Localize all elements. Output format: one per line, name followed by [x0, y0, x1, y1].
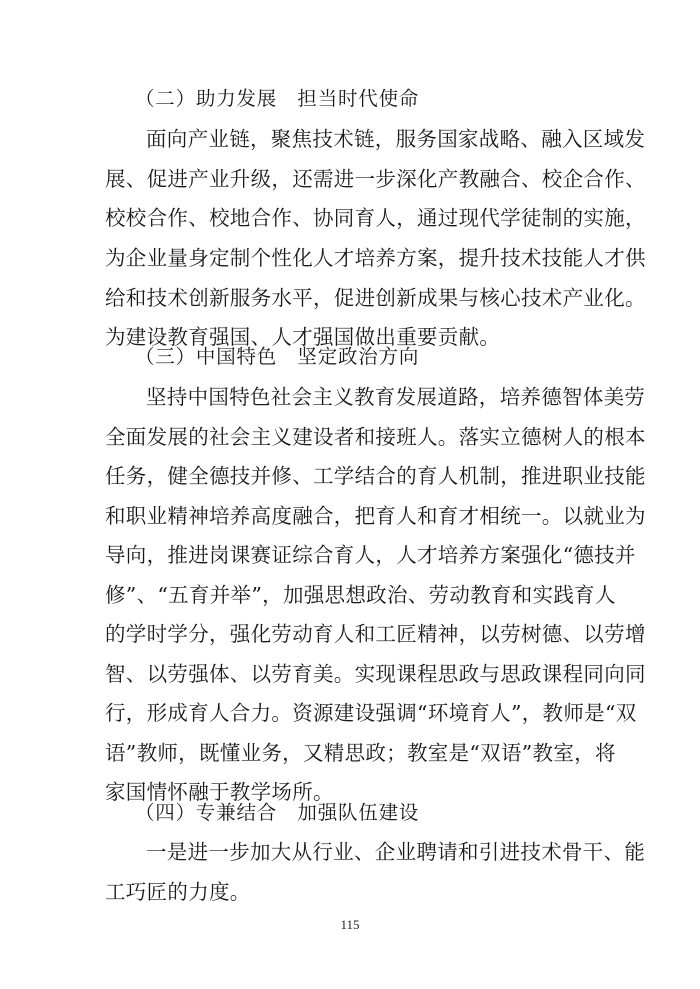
paragraph-line: 和职业精神培养高度融合，把育人和育才相统一。以就业为 — [105, 504, 646, 528]
paragraph-line: 校校合作、校地合作、协同育人，通过现代学徒制的实施， — [105, 206, 646, 230]
paragraph-line: 为企业量身定制个性化人才培养方案，提升技术技能人才供 — [105, 246, 646, 270]
paragraph-line: 家国情怀融于教学场所。 — [105, 780, 334, 804]
paragraph-line: 为建设教育强国、人才强国做出重要贡献。 — [105, 325, 501, 349]
paragraph-line: 的学时学分，强化劳动育人和工匠精神，以劳树德、以劳增 — [105, 622, 646, 646]
paragraph-line: 行，形成育人合力。资源建设强调“环境育人”，教师是“双 — [105, 701, 637, 725]
paragraph-line: 给和技术创新服务水平，促进创新成果与核心技术产业化。 — [105, 286, 646, 310]
paragraph-line: 语”教师，既懂业务，又精思政；教室是“双语”教室，将 — [105, 741, 616, 765]
section-heading-3: （三）中国特色 坚定政治方向 — [135, 345, 420, 368]
section-heading-2: （二）助力发展 担当时代使命 — [135, 87, 420, 110]
paragraph-line: 全面发展的社会主义建设者和接班人。落实立德树人的根本 — [105, 425, 646, 449]
page-number: 115 — [340, 917, 360, 932]
paragraph-line: 一是进一步加大从行业、企业聘请和引进技术骨干、能 — [146, 840, 646, 864]
paragraph-line: 面向产业链，聚焦技术链，服务国家战略、融入区域发 — [146, 127, 646, 151]
paragraph-line: 导向，推进岗课赛证综合育人，人才培养方案强化“德技并 — [105, 543, 636, 567]
paragraph-line: 任务，健全德技并修、工学结合的育人机制，推进职业技能 — [105, 464, 646, 488]
paragraph-line: 智、以劳强体、以劳育美。实现课程思政与思政课程同向同 — [105, 662, 646, 686]
paragraph-line: 展、促进产业升级，还需进一步深化产教融合、校企合作、 — [105, 167, 646, 191]
paragraph-line: 工巧匠的力度。 — [105, 880, 251, 904]
section-heading-4: （四）专兼结合 加强队伍建设 — [135, 801, 420, 824]
paragraph-line: 修”、“五育并举”，加强思想政治、劳动教育和实践育人 — [105, 583, 616, 607]
paragraph-line: 坚持中国特色社会主义教育发展道路，培养德智体美劳 — [146, 385, 646, 409]
